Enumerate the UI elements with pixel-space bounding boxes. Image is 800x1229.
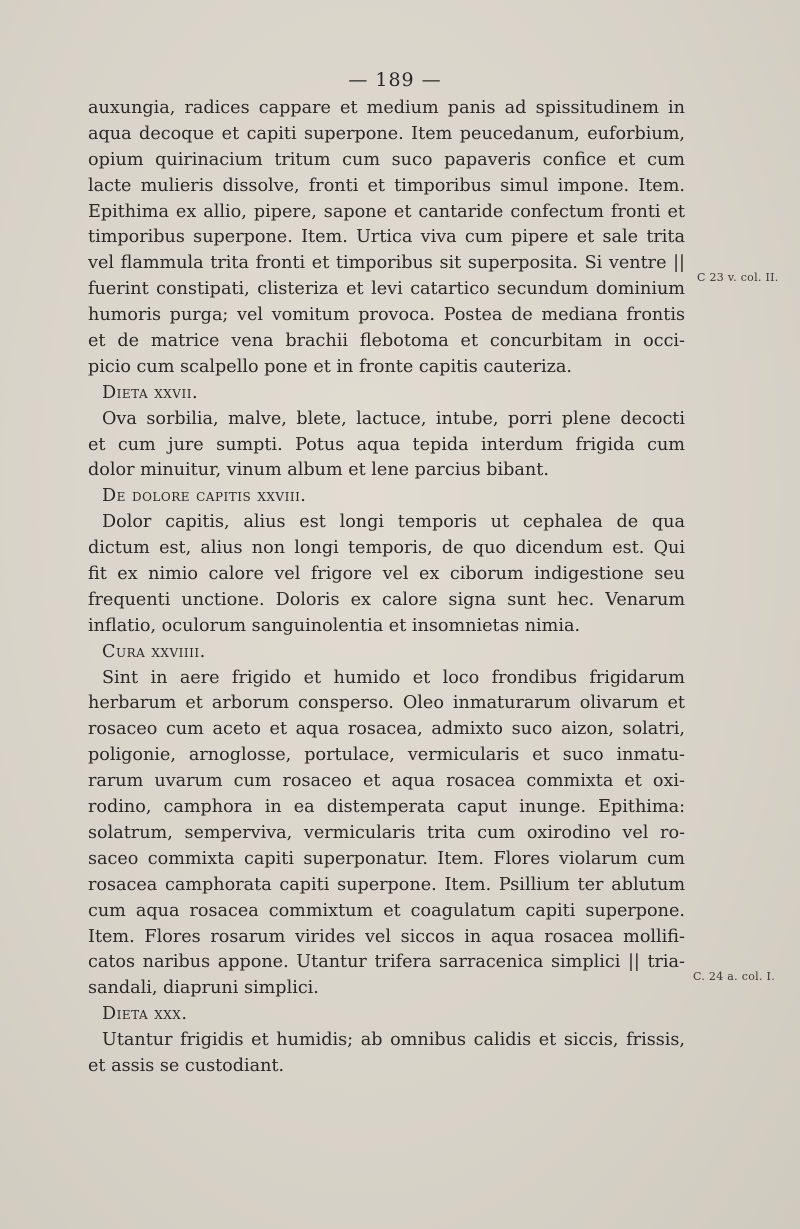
text-line: et cum jure sumpti. Potus aqua tepida interdum frigida cum bbox=[88, 434, 685, 455]
text-line: dictum est, alius non longi temporis, de quo dicendum est. Qui bbox=[88, 538, 685, 559]
text-line: rodino, camphora in ea distemperata caput inunge. Epithima: bbox=[88, 797, 685, 818]
page-number: — 189 — bbox=[348, 69, 442, 91]
text-line: fit ex nimio calore vel frigore vel ex ciborum indigestione seu bbox=[88, 564, 685, 585]
section-heading-dieta-xxx: Dieta xxx. bbox=[102, 1004, 188, 1025]
text-line: cum aqua rosacea commixtum et coagulatum capiti superpone. bbox=[88, 900, 685, 921]
text-line: picio cum scalpello pone et in fronte capitis cauteriza. bbox=[88, 356, 572, 377]
margin-note-c24a: C. 24 a. col. I. bbox=[693, 970, 775, 983]
text-line: et de matrice vena brachii flebotoma et concurbitam in occi- bbox=[88, 331, 685, 352]
body-text bbox=[88, 96, 685, 1080]
text-line: frequenti unctione. Doloris ex calore signa sunt hec. Venarum bbox=[88, 589, 685, 610]
text-line: rosaceo cum aceto et aqua rosacea, admixto suco aizon, solatri, bbox=[88, 719, 685, 740]
text-line: auxungia, radices cappare et medium panis ad spissitudinem in bbox=[88, 98, 685, 118]
text-line: Ova sorbilia, malve, blete, lactuce, intube, porri plene decocti bbox=[102, 408, 685, 429]
text-line: et assis se custodiant. bbox=[88, 1055, 285, 1076]
text-line: timporibus superpone. Item. Urtica viva cum pipere et sale trita bbox=[88, 227, 685, 248]
text-line: humoris purga; vel vomitum provoca. Postea de mediana frontis bbox=[88, 305, 685, 326]
section-heading-dieta-xxvii: Dieta xxvii. bbox=[102, 382, 199, 403]
text-line: herbarum et arborum consperso. Oleo inmaturarum olivarum et bbox=[88, 693, 685, 714]
text-line: solatrum, semperviva, vermicularis trita cum oxirodino vel ro- bbox=[88, 822, 685, 843]
text-line: catos naribus appone. Utantur trifera sarracenica simplici || tria- bbox=[88, 952, 685, 973]
text-line: dolor minuitur, vinum album et lene parcius bibant. bbox=[88, 460, 549, 481]
text-line: Item. Flores rosarum virides vel siccos in aqua rosacea mollifi- bbox=[88, 926, 685, 947]
text-line: rosacea camphorata capiti superpone. Item. Psillium ter ablutum bbox=[88, 874, 685, 895]
margin-note-c23v: C 23 v. col. II. bbox=[697, 271, 779, 284]
text-line: vel flammula trita fronti et timporibus sit superposita. Si ventre || bbox=[88, 253, 685, 274]
section-heading-de-dolore-capitis: De dolore capitis xxviii. bbox=[102, 486, 307, 507]
text-line: aqua decoque et capiti superpone. Item peucedanum, euforbium, bbox=[88, 123, 685, 144]
text-line: saceo commixta capiti superponatur. Item. Flores violarum cum bbox=[88, 848, 685, 869]
section-heading-cura-xxviiii: Cura xxviiii. bbox=[102, 641, 206, 662]
text-line: lacte mulieris dissolve, fronti et timporibus simul impone. Item. bbox=[88, 175, 685, 196]
text-line: opium quirinacium tritum cum suco papaveris confice et cum bbox=[88, 149, 685, 170]
text-line: Utantur frigidis et humidis; ab omnibus calidis et siccis, frissis, bbox=[102, 1030, 685, 1051]
text-line: poligonie, arnoglosse, portulace, vermicularis et suco inmatu- bbox=[88, 745, 685, 766]
text-line: fuerint constipati, clisteriza et levi catartico secundum dominium bbox=[88, 279, 685, 300]
text-line: sandali, diapruni simplici. bbox=[88, 978, 319, 999]
text-line: inflatio, oculorum sanguinolentia et insomnietas nimia. bbox=[88, 615, 581, 636]
text-line: rarum uvarum cum rosaceo et aqua rosacea commixta et oxi- bbox=[88, 771, 685, 792]
text-line: Sint in aere frigido et humido et loco frondibus frigidarum bbox=[102, 667, 685, 688]
text-line: Epithima ex allio, pipere, sapone et cantaride confectum fronti et bbox=[88, 201, 685, 222]
text-line: Dolor capitis, alius est longi temporis ut cephalea de qua bbox=[102, 512, 685, 533]
